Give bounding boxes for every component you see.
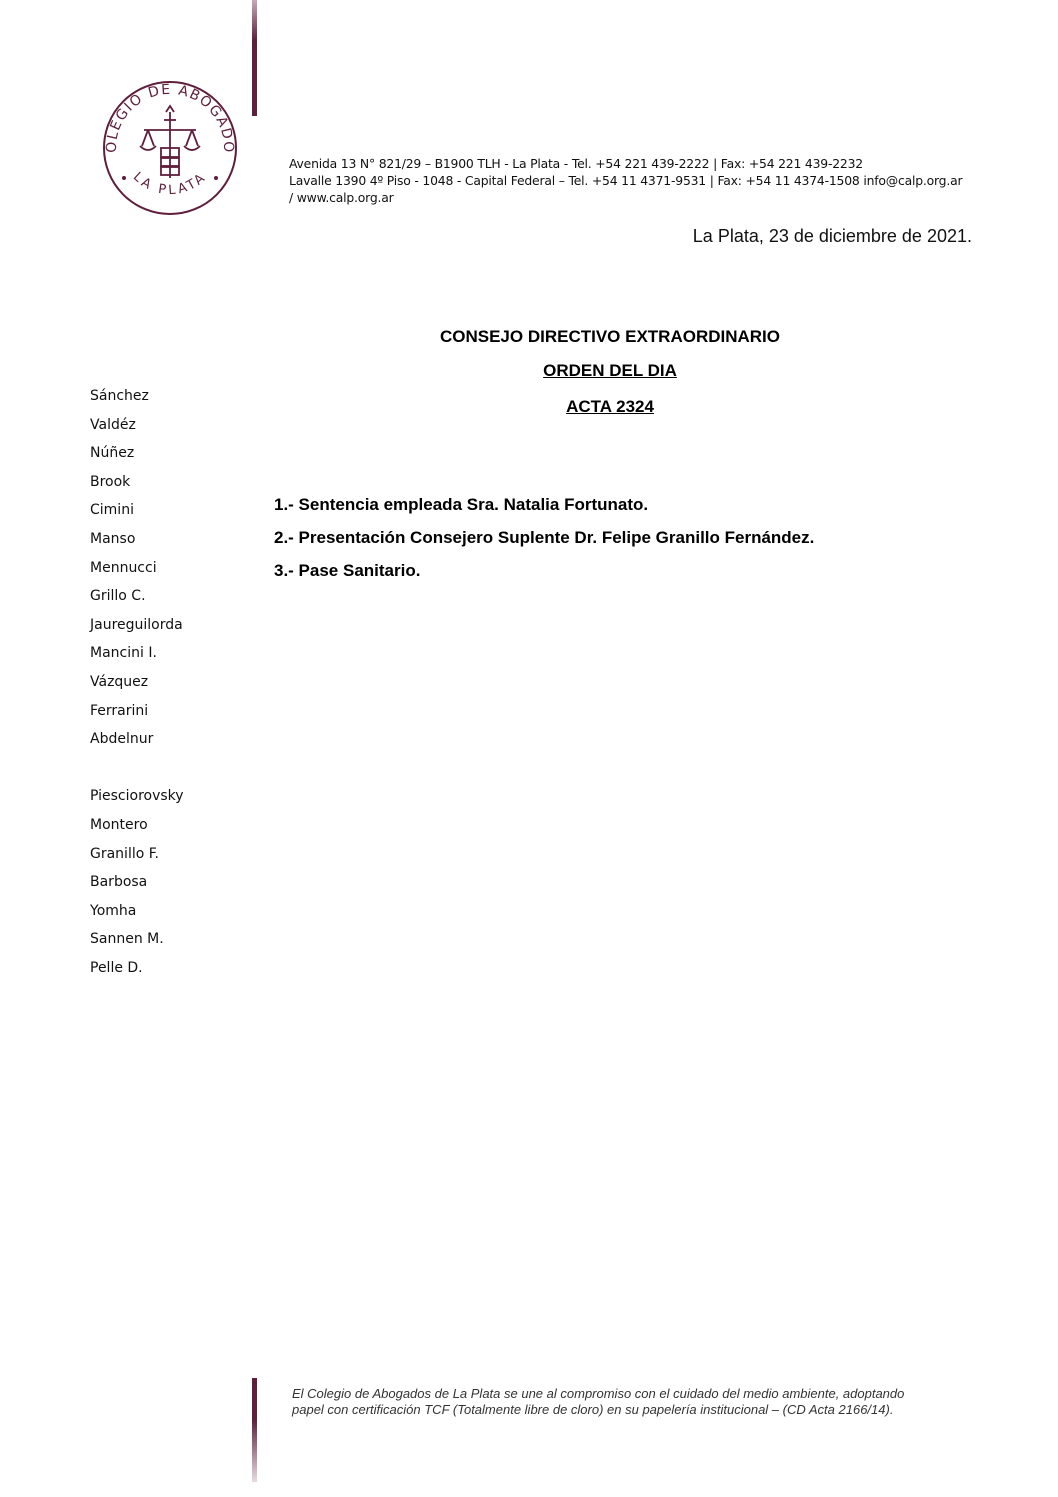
- agenda-item: 2.- Presentación Consejero Suplente Dr. Felipe Granillo Fernández.: [274, 528, 815, 547]
- environmental-footer-note: [292, 1386, 1032, 1418]
- footer-accent-bar: [252, 1378, 257, 1482]
- acta-number: ACTA 2324: [566, 397, 654, 416]
- member-name: Piesciorovsky: [90, 788, 184, 805]
- member-name: Vázquez: [90, 673, 149, 690]
- address-line-1: Avenida 13 N° 821/29 – B1900 TLH - La Plata - Tel. +54 221 439-2222 | Fax: +54 221 439-2232: [289, 156, 863, 171]
- member-name: Yomha: [90, 902, 137, 919]
- member-name: Valdéz: [90, 416, 136, 433]
- member-name: Montero: [90, 816, 148, 833]
- member-name: Mennucci: [90, 559, 157, 576]
- member-name: Cimini: [90, 502, 134, 519]
- member-name: Pelle D.: [90, 959, 143, 976]
- institution-address: [289, 155, 1029, 206]
- council-member-list: [90, 386, 184, 986]
- member-name: Abdelnur: [90, 731, 154, 748]
- member-name: Sannen M.: [90, 931, 164, 948]
- seal-text-bottom: LA PLATA: [129, 169, 211, 199]
- seal-text-top: OLEGIO DE ABOGADO: [103, 81, 237, 154]
- member-name: Mancini I.: [90, 645, 157, 662]
- colegio-seal-logo: [100, 78, 240, 218]
- seal-icon: [100, 78, 240, 218]
- document-title: CONSEJO DIRECTIVO EXTRAORDINARIO: [439, 327, 781, 346]
- agenda-item: 1.- Sentencia empleada Sra. Natalia Fortunato.: [274, 495, 649, 514]
- svg-text:COLEGIO DE ABOGADOS: [100, 78, 236, 154]
- member-name: Núñez: [90, 445, 135, 462]
- document-subtitle: ORDEN DEL DIA: [543, 361, 677, 380]
- agenda-item: 3.- Pase Sanitario.: [274, 561, 421, 580]
- member-name: Manso: [90, 530, 136, 547]
- document-date: La Plata, 23 de diciembre de 2021.: [692, 226, 972, 246]
- header-accent-bar: [252, 0, 257, 116]
- address-line-3: / www.calp.org.ar: [289, 190, 394, 205]
- member-name: Sánchez: [90, 388, 149, 404]
- address-line-2: Lavalle 1390 4º Piso - 1048 - Capital Federal – Tel. +54 11 4371-9531 | Fax: +54 11 4374-1508 info@calp.org.ar: [289, 173, 963, 188]
- member-name: Brook: [90, 473, 131, 490]
- member-name: Grillo C.: [90, 588, 146, 605]
- member-name: Barbosa: [90, 874, 148, 891]
- footer-line-2: papel con certificación TCF (Totalmente libre de cloro) en su papelería institucional – (CD Acta 2166/14).: [292, 1402, 894, 1417]
- agenda-list: [274, 494, 814, 593]
- member-name: Ferrarini: [90, 702, 149, 719]
- footer-line-1: El Colegio de Abogados de La Plata se une al compromiso con el cuidado del medio ambiente, adoptando: [292, 1386, 905, 1401]
- member-name: Granillo F.: [90, 845, 159, 862]
- member-name: Jaureguilorda: [90, 616, 183, 633]
